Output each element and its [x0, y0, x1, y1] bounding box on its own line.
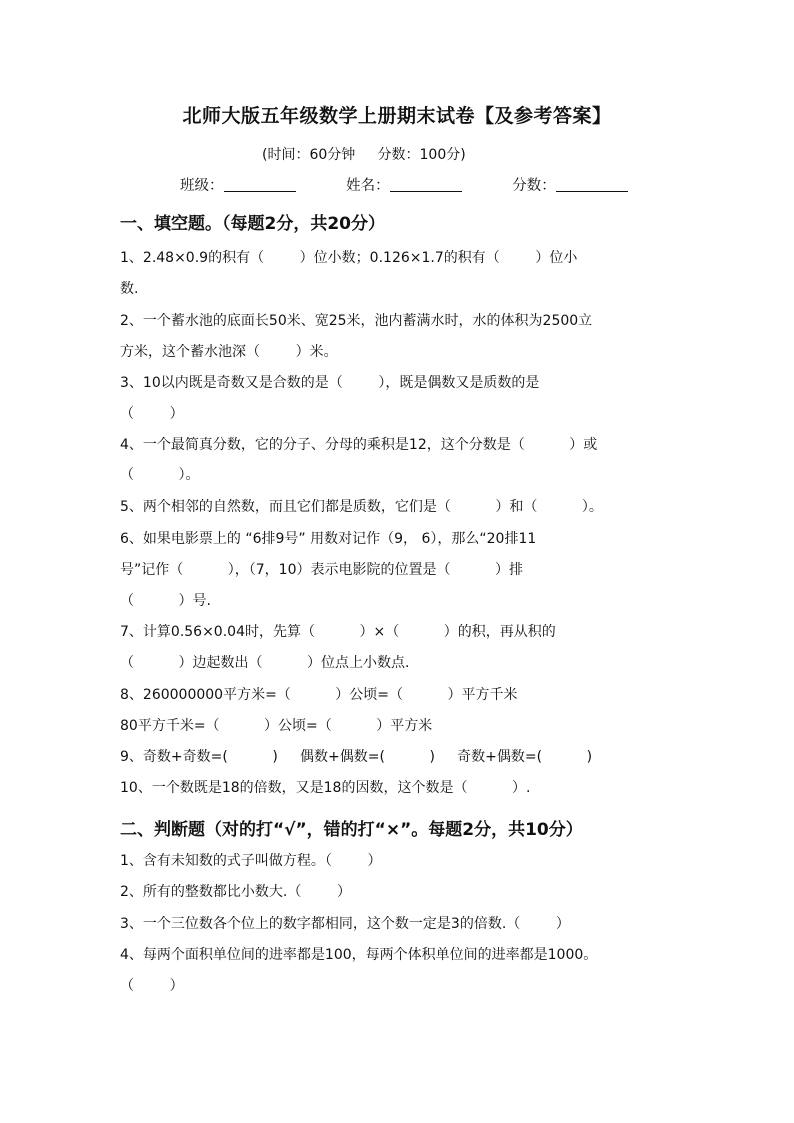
question-line: 号”记作（ ），（7，10）表示电影院的位置是（ ）排	[120, 562, 523, 578]
judgement-line: 1、含有未知数的式子叫做方程。（ ）	[120, 853, 382, 869]
judgement-line: 3、一个三位数各个位上的数字都相同，这个数一定是3的倍数.（ ）	[120, 916, 570, 932]
question-line: 9、奇数+奇数=( ) 偶数+偶数=( ) 奇数+偶数=( )	[120, 749, 593, 765]
class-field	[180, 174, 296, 195]
score-field	[512, 174, 628, 195]
class-label: 班级：	[180, 178, 224, 194]
question-line: 80平方千米=（ ）公顷=（ ）平方米	[120, 718, 433, 734]
score-blank	[556, 177, 628, 192]
exam-time-score: (时间：60分钟 分数：100分)	[262, 147, 466, 163]
judgement-line: 4、每两个面积单位间的进率都是100，每两个体积单位间的进率都是1000。	[120, 947, 598, 963]
question-line: 6、如果电影票上的 “6排9号” 用数对记作（9， 6），那么“20排11	[120, 531, 537, 547]
score-label: 分数：	[512, 178, 556, 194]
name-label: 姓名：	[346, 178, 390, 194]
question-line: 2、一个蓄水池的底面长50米、宽25米，池内蓄满水时，水的体积为2500立	[120, 313, 593, 329]
name-field	[346, 174, 462, 195]
judgement-line: 2、所有的整数都比小数大.（ ）	[120, 884, 351, 900]
question-line: 10、一个数既是18的倍数，又是18的因数，这个数是（ ）.	[120, 780, 531, 796]
question-line: （ ）	[120, 406, 184, 422]
judgement-line: （ ）	[120, 978, 184, 994]
question-line: 8、260000000平方米=（ ）公顷=（ ）平方千米	[120, 687, 518, 703]
question-line: 7、计算0.56×0.04时，先算（ ）×（ ）的积，再从积的	[120, 624, 556, 640]
student-info-row	[180, 174, 628, 195]
section-1-heading: 一、填空题。（每题2分，共20分）	[120, 214, 385, 234]
class-blank	[224, 177, 296, 192]
question-line: 方米，这个蓄水池深（ ）米。	[120, 344, 338, 360]
question-line: （ ）号.	[120, 593, 211, 609]
question-line: 5、两个相邻的自然数，而且它们都是质数，它们是（ ）和（ ）。	[120, 499, 603, 515]
question-line: 4、一个最简真分数，它的分子、分母的乘积是12，这个分数是（ ）或	[120, 437, 598, 453]
question-line: （ ）。	[120, 467, 200, 483]
name-blank	[390, 177, 462, 192]
question-line: 数.	[120, 281, 139, 297]
question-line: （ ）边起数出（ ）位点上小数点.	[120, 655, 410, 671]
section-2-heading: 二、判断题（对的打“√”，错的打“×”。每题2分，共10分）	[120, 820, 583, 840]
question-line: 3、10以内既是奇数又是合数的是（ ），既是偶数又是质数的是	[120, 375, 540, 391]
question-line: 1、2.48×0.9的积有（ ）位小数；0.126×1.7的积有（ ）位小	[120, 250, 578, 266]
page-title: 北师大版五年级数学上册期末试卷【及参考答案】	[182, 105, 612, 127]
